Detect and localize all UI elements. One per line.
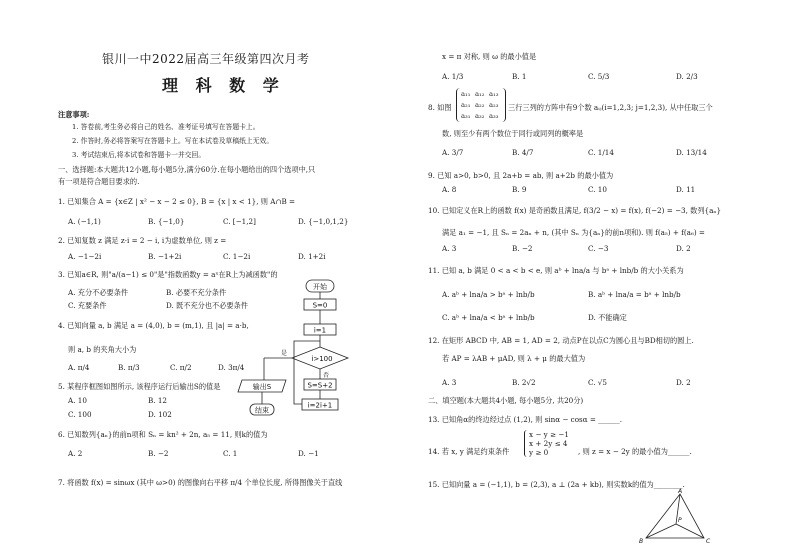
q13-stem: 13. 已知角α的终边经过点 (1,2), 则 sinα − cosα = ______. <box>428 415 623 424</box>
triangle-figure <box>636 488 716 544</box>
flowchart-end-label: 结束 <box>255 406 269 415</box>
q6-stem: 6. 已知数列{aₙ}的前n项和 Sₙ = kn² + 2n, a₅ = 11, 则k的值为 <box>58 430 268 439</box>
section1-intro-2: 有一项是符合题目要求的. <box>58 177 140 186</box>
q6-option-a: A. 2 <box>68 449 83 458</box>
q8-option-c: C. 1/14 <box>588 148 614 157</box>
vertex-c-label: C <box>706 538 711 544</box>
q15-stem: 15. 已知向量 a = (−1,1), b = (2,3), a ⊥ (2a + kb), 则实数k的值为________. <box>428 480 685 489</box>
flowchart-condition-label: i>100 <box>311 355 333 363</box>
flowchart-init-i-label: i=1 <box>313 326 327 335</box>
q14-constraints <box>524 430 569 457</box>
q9-option-c: C. 10 <box>588 185 607 194</box>
q7-option-c: C. 5/3 <box>588 72 610 81</box>
q1-option-b: B. {−1,0} <box>148 217 185 226</box>
note-item-1: 1. 答卷前,考生务必将自己的姓名、准考证号填写在答题卡上。 <box>72 123 260 131</box>
q11-option-a: A. aᵇ + lna/a > bᵃ + lnb/b <box>442 290 535 299</box>
q1-option-d: D. {−1,0,1,2} <box>298 217 349 226</box>
q10-stem-2: 满足 a₁ = −1, 且 Sₙ = 2aₙ + n, (其中 Sₙ 为{aₙ}的前n项和). 则 f(a₅) + f(a₆) = <box>442 228 705 237</box>
constraint-line: y ≥ 0 <box>529 448 549 457</box>
q14-stem-pre: 14. 若 x, y 满足约束条件 <box>428 447 510 456</box>
q12-option-d: D. 2 <box>676 378 691 387</box>
q5-option-a: A. 10 <box>68 396 87 405</box>
flowchart-figure <box>236 278 356 423</box>
q7-option-a: A. 1/3 <box>442 72 464 81</box>
q4-option-d: D. 3π/4 <box>218 363 245 372</box>
q3-option-d: D. 既不充分也不必要条件 <box>166 301 248 310</box>
q5-option-c: C. 100 <box>68 410 92 419</box>
q3-option-c: C. 充要条件 <box>68 301 107 310</box>
q12-option-b: B. 2√2 <box>512 378 536 387</box>
matrix-cell: a₃₃ <box>489 112 499 120</box>
q5-option-d: D. 102 <box>148 410 172 419</box>
q1-stem: 1. 已知集合 A = {x∈Z | x² − x − 2 ≤ 0}, B = {x | x < 1}, 则 A∩B = <box>58 197 296 206</box>
flowchart-yes-label: 是 <box>280 350 288 357</box>
q11-option-d: D. 不能确定 <box>588 313 627 322</box>
q7-option-b: B. 1 <box>512 72 527 81</box>
flowchart-output-label: 输出S <box>252 383 272 391</box>
q4-option-c: C. π/2 <box>170 363 192 372</box>
q6-option-b: B. −2 <box>148 449 169 458</box>
matrix-cell: a₂₁ <box>461 101 471 109</box>
constraint-line: x + 2y ≤ 4 <box>529 439 568 448</box>
q12-stem-2: 若 AP = λAB + μAD, 则 λ + μ 的最大值为 <box>442 354 586 363</box>
q1-option-c: C. [−1,2] <box>223 217 256 226</box>
point-p-label: P <box>678 517 682 524</box>
q9-stem: 9. 已知 a>0, b>0, 且 2a+b = ab, 则 a+2b 的最小值为 <box>428 171 614 180</box>
q8-option-d: D. 13/14 <box>676 148 707 157</box>
constraint-line: x − y ≥ −1 <box>529 430 569 439</box>
q12-option-c: C. √5 <box>588 378 607 387</box>
q5-stem: 5. 某程序框图如图所示, 该程序运行后输出S的值是 <box>58 382 221 391</box>
matrix-cell: a₂₂ <box>475 101 485 109</box>
vertex-b-label: B <box>639 538 644 544</box>
q12-option-a: A. 3 <box>442 378 457 387</box>
notes-heading: 注意事项: <box>58 110 90 119</box>
q7-option-d: D. 2/3 <box>676 72 698 81</box>
matrix-cell: a₃₂ <box>475 112 485 120</box>
q4-option-a: A. π/4 <box>68 363 90 372</box>
q9-option-a: A. 8 <box>442 185 457 194</box>
q4-option-b: B. π/3 <box>118 363 140 372</box>
q3-option-b: B. 必要不充分条件 <box>166 288 227 297</box>
q10-option-a: A. 3 <box>442 244 457 253</box>
q8-option-b: B. 4/7 <box>512 148 534 157</box>
q2-stem: 2. 已知复数 z 满足 z·i = 2 − i, i为虚数单位, 则 z = <box>58 236 227 245</box>
q7-stem: 7. 将函数 f(x) = sinωx (其中 ω>0) 的图像向右平移 π/4 个单位长度, 所得图像关于直线 <box>58 478 343 487</box>
flowchart-start-label: 开始 <box>313 283 327 291</box>
q11-stem: 11. 已知 a, b 满足 0 < a < b < e, 则 aᵇ + lna/a 与 bᵃ + lnb/b 的大小关系为 <box>428 266 684 275</box>
q5-option-b: B. 12 <box>148 396 167 405</box>
note-item-3: 3. 考试结束后,将本试卷和答题卡一并交回。 <box>72 151 206 159</box>
q12-stem: 12. 在矩形 ABCD 中, AB = 1, AD = 2, 动点P在以点C为圆心且与BD相切的圆上. <box>428 336 694 345</box>
q4-stem-2: 则 a, b 的夹角大小为 <box>68 345 137 354</box>
q7-cont-stem: x = π 对称, 则 ω 的最小值是 <box>442 52 537 61</box>
matrix-cell: a₁₃ <box>489 90 499 98</box>
section1-intro-1: 一、选择题:本大题共12小题,每小题5分,满分60分.在每小题给出的四个选项中,只 <box>58 165 316 174</box>
flowchart-update-i-label: i=2i+1 <box>307 401 333 410</box>
q4-stem: 4. 已知向量 a, b 满足 a = (4,0), b = (m,1), 且 |a| = a·b, <box>58 321 249 330</box>
vertex-a-label: A <box>678 488 683 495</box>
segment-bp <box>646 524 676 538</box>
matrix-cell: a₃₁ <box>461 112 471 120</box>
matrix-cell: a₁₁ <box>461 90 471 98</box>
q8-option-a: A. 3/7 <box>442 148 464 157</box>
q8-stem-pre: 8. 如图 <box>428 103 452 112</box>
q6-option-d: D. −1 <box>298 449 319 458</box>
q10-option-d: D. 2 <box>676 244 691 253</box>
q11-option-c: C. aᵇ + lna/a < bᵃ + lnb/b <box>442 313 535 322</box>
section2-heading: 二、填空题(本大题共4小题, 每小题5分, 共20分) <box>428 396 584 405</box>
matrix-cell: a₁₂ <box>475 90 485 98</box>
q2-option-a: A. −1−2i <box>68 252 102 261</box>
q9-option-d: D. 11 <box>676 185 696 194</box>
q6-option-c: C. 1 <box>223 449 238 458</box>
q10-stem: 10. 已知定义在R上的函数 f(x) 是奇函数且满足, f(3/2 − x) = f(x), f(−2) = −3, 数列{aₙ} <box>428 206 722 215</box>
q8-stem-post: 三行三列的方阵中有9个数 aᵢⱼ(i=1,2,3; j=1,2,3), 从中任取三个 <box>508 103 713 112</box>
q11-option-b: B. aᵇ + lna/a = bᵃ + lnb/b <box>588 290 681 299</box>
q3-option-a: A. 充分不必要条件 <box>68 288 129 297</box>
triangle-abc <box>646 494 704 538</box>
q14-stem-post: , 则 z = x − 2y 的最小值为______. <box>578 447 692 456</box>
q3-stem: 3. 已知a∈R, 则"a/(a−1) ≤ 0"是"指数函数y = aˣ在R上为减函数"的 <box>58 270 278 279</box>
q8-matrix <box>456 88 506 122</box>
subject-title: 理 科 数 学 <box>162 76 285 95</box>
q2-option-d: D. 1+2i <box>298 252 326 261</box>
q8-stem-2: 数, 则至少有两个数位于同行或同列的概率是 <box>442 129 584 138</box>
q1-option-a: A. (−1,1) <box>68 217 101 226</box>
school-title: 银川一中2022届高三年级第四次月考 <box>102 52 310 66</box>
flowchart-init-s-label: S=0 <box>312 301 328 310</box>
q10-option-b: B. −2 <box>512 244 533 253</box>
note-item-2: 2. 作答时,务必将答案写在答题卡上。写在本试卷及草稿纸上无效。 <box>72 137 274 145</box>
q10-option-c: C. −3 <box>588 244 609 253</box>
flowchart-no-label: 否 <box>322 372 330 379</box>
q2-option-c: C. 1−2i <box>223 252 251 261</box>
matrix-cell: a₂₃ <box>489 101 499 109</box>
q9-option-b: B. 9 <box>512 185 527 194</box>
flowchart-update-s-label: S=S+2 <box>307 381 333 390</box>
q2-option-b: B. −1+2i <box>148 252 182 261</box>
